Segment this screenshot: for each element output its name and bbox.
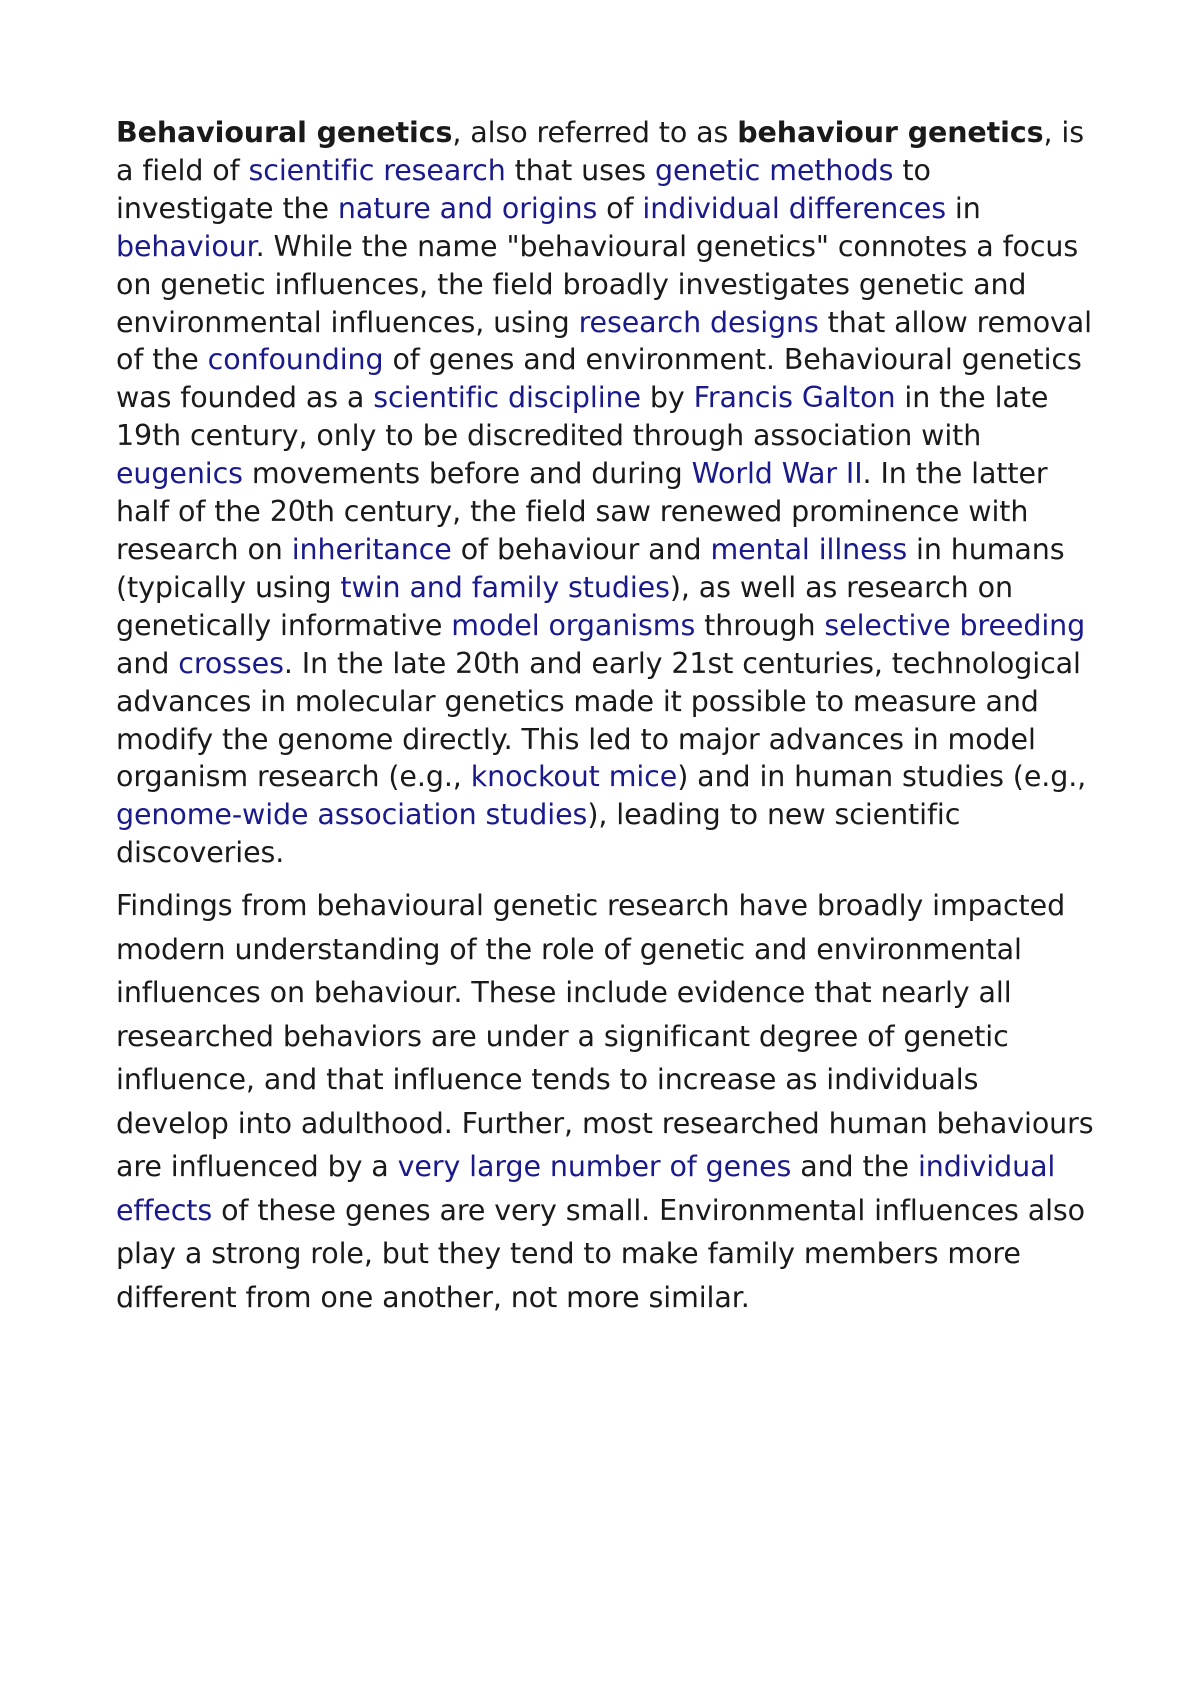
text-run: and the xyxy=(791,1150,918,1184)
link-genome-wide-association-studies[interactable]: genome-wide association studies xyxy=(116,798,588,832)
paragraph-1 xyxy=(116,114,1096,872)
link-nature-and-origins[interactable]: nature and origins xyxy=(337,191,598,225)
link-research-designs[interactable]: research designs xyxy=(578,305,819,339)
link-mental-illness[interactable]: mental illness xyxy=(710,532,908,566)
text-run: of genes and environment. Behavioural genetics was founded as a xyxy=(116,343,1082,415)
text-run: ), leading to new scientific discoveries. xyxy=(116,798,961,870)
link-very-large-number-of-genes[interactable]: very large number of genes xyxy=(397,1150,792,1184)
paragraph-2 xyxy=(116,884,1096,1319)
document-page xyxy=(116,114,1096,1319)
link-world-war-ii[interactable]: World War II xyxy=(691,457,863,491)
text-run: of xyxy=(597,191,643,225)
text-run: of behaviour and xyxy=(451,532,711,566)
text-run: ) and in human studies (e.g., xyxy=(677,760,1087,794)
text-run: through xyxy=(695,608,825,642)
link-confounding[interactable]: confounding xyxy=(207,343,384,377)
bold-term: behaviour genetics xyxy=(737,116,1044,149)
link-knockout-mice[interactable]: knockout mice xyxy=(470,760,678,794)
link-model-organisms[interactable]: model organisms xyxy=(451,608,696,642)
link-individual-effects[interactable]: individual effects xyxy=(116,1150,1056,1227)
text-run: . In the late 20th and early 21st centuries, technological advances in molecular genetics made it possible to measure and modify the genome directly. This led to major advances in model organism research (e.g., xyxy=(116,646,1081,794)
text-run: by xyxy=(640,381,694,415)
text-run: in the late 19th century, only to be discredited through association with xyxy=(116,381,1049,453)
link-behaviour[interactable]: behaviour xyxy=(116,229,256,263)
link-selective-breeding[interactable]: selective breeding xyxy=(824,608,1086,642)
link-scientific-research[interactable]: scientific research xyxy=(248,153,506,187)
text-run: , also referred to as xyxy=(452,116,738,149)
text-run: to investigate the xyxy=(116,153,931,225)
link-scientific-discipline[interactable]: scientific discipline xyxy=(373,381,641,415)
link-individual-differences[interactable]: individual differences xyxy=(642,191,946,225)
bold-term: Behavioural genetics xyxy=(116,116,453,149)
link-inheritance[interactable]: inheritance xyxy=(291,532,452,566)
text-run: . In the latter half of the 20th century, the field saw renewed prominence with research on xyxy=(116,457,1048,566)
link-genetic-methods[interactable]: genetic methods xyxy=(654,153,894,187)
link-francis-galton[interactable]: Francis Galton xyxy=(693,381,896,415)
link-twin-and-family-studies[interactable]: twin and family studies xyxy=(340,570,670,604)
link-eugenics[interactable]: eugenics xyxy=(116,457,243,491)
text-run: and xyxy=(116,646,179,680)
text-run: in humans (typically using xyxy=(116,532,1065,604)
link-crosses[interactable]: crosses xyxy=(178,646,284,680)
text-run: ), as well as research on genetically informative xyxy=(116,570,1013,642)
text-run: , is a field of xyxy=(116,116,1084,187)
text-run: that allow removal of the xyxy=(116,305,1092,377)
text-run: in xyxy=(945,191,981,225)
text-run: of these genes are very small. Environmental influences also play a strong role, but they tend to make family members more different from one another, not more similar. xyxy=(116,1193,1085,1314)
text-run: movements before and during xyxy=(242,457,692,491)
text-run: . While the name "behavioural genetics" connotes a focus on genetic influences, the field broadly investigates genetic and environmental influences, using xyxy=(116,229,1079,339)
text-run: that uses xyxy=(505,153,655,187)
text-run: Findings from behavioural genetic research have broadly impacted modern understanding of the role of genetic and environmental influences on behaviour. These include evidence that nearly all researched behaviors are under a significant degree of genetic influence, and that influence tends to increase as individuals develop into adulthood. Further, most researched human behaviours are influenced by a xyxy=(116,889,1094,1184)
